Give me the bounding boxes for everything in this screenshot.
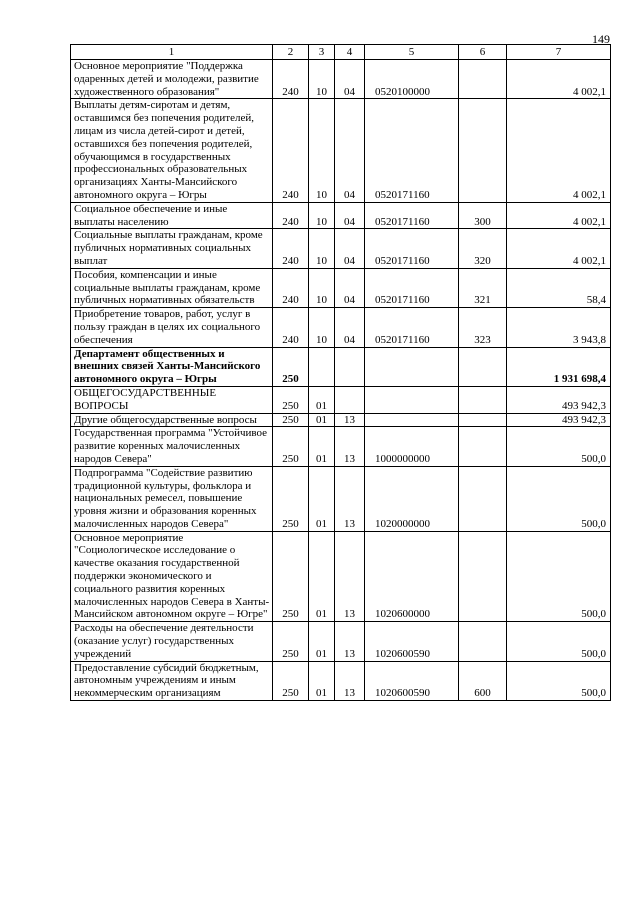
- col-5-cell: 0520100000: [365, 60, 459, 99]
- budget-table: [70, 44, 611, 701]
- table-row: [71, 347, 611, 386]
- row-name: Департамент общественных и внешних связей Ханты-Мансийского автономного округа – Югры: [71, 347, 273, 386]
- col-2-cell: 240: [273, 202, 309, 229]
- col-2-cell: 250: [273, 413, 309, 427]
- col-3-cell: 01: [309, 661, 335, 700]
- col-5-cell: 0520171160: [365, 202, 459, 229]
- col-5-cell: 1020600000: [365, 531, 459, 622]
- col-2-cell: 250: [273, 531, 309, 622]
- header-cell: 1: [71, 45, 273, 60]
- col-5-cell: [365, 413, 459, 427]
- col-5-cell: [365, 386, 459, 413]
- row-name: Социальные выплаты гражданам, кроме публичных нормативных социальных выплат: [71, 229, 273, 268]
- col-2-cell: 250: [273, 622, 309, 661]
- table-row: [71, 268, 611, 307]
- col-4-cell: [335, 386, 365, 413]
- col-7-cell: 493 942,3: [507, 386, 611, 413]
- col-6-cell: [459, 60, 507, 99]
- col-6-cell: [459, 386, 507, 413]
- col-2-cell: 240: [273, 60, 309, 99]
- col-6-cell: 300: [459, 202, 507, 229]
- col-3-cell: 10: [309, 202, 335, 229]
- col-7-cell: 3 943,8: [507, 308, 611, 347]
- col-7-cell: 500,0: [507, 661, 611, 700]
- col-6-cell: [459, 413, 507, 427]
- col-2-cell: 250: [273, 427, 309, 466]
- row-name: Другие общегосударственные вопросы: [71, 413, 273, 427]
- col-4-cell: 13: [335, 531, 365, 622]
- table-row: [71, 99, 611, 202]
- col-7-cell: 4 002,1: [507, 229, 611, 268]
- col-5-cell: 0520171160: [365, 308, 459, 347]
- col-5-cell: 1020000000: [365, 466, 459, 531]
- col-4-cell: 04: [335, 308, 365, 347]
- table-header-row: [71, 45, 611, 60]
- col-5-cell: 1000000000: [365, 427, 459, 466]
- col-6-cell: [459, 347, 507, 386]
- col-7-cell: 4 002,1: [507, 99, 611, 202]
- col-5-cell: 1020600590: [365, 661, 459, 700]
- col-4-cell: 04: [335, 99, 365, 202]
- header-cell: 7: [507, 45, 611, 60]
- col-7-cell: 493 942,3: [507, 413, 611, 427]
- col-7-cell: 500,0: [507, 427, 611, 466]
- col-7-cell: 1 931 698,4: [507, 347, 611, 386]
- col-2-cell: 250: [273, 386, 309, 413]
- table-row: [71, 661, 611, 700]
- col-2-cell: 240: [273, 229, 309, 268]
- row-name: Социальное обеспечение и иные выплаты населению: [71, 202, 273, 229]
- row-name: ОБЩЕГОСУДАРСТВЕННЫЕ ВОПРОСЫ: [71, 386, 273, 413]
- page-number: 149: [592, 32, 610, 46]
- col-4-cell: 04: [335, 60, 365, 99]
- row-name: Подпрограмма "Содействие развитию традиционной культуры, фольклора и национальных ремесел, повышение уровня жизни и образования коренных малочисленных народов Севера": [71, 466, 273, 531]
- header-cell: 3: [309, 45, 335, 60]
- col-6-cell: [459, 622, 507, 661]
- col-7-cell: 500,0: [507, 466, 611, 531]
- table-row: [71, 202, 611, 229]
- header-cell: 4: [335, 45, 365, 60]
- col-4-cell: 13: [335, 427, 365, 466]
- col-6-cell: [459, 466, 507, 531]
- table-row: [71, 413, 611, 427]
- col-2-cell: 240: [273, 308, 309, 347]
- col-7-cell: 500,0: [507, 531, 611, 622]
- table-row: [71, 466, 611, 531]
- col-7-cell: 4 002,1: [507, 60, 611, 99]
- table-row: [71, 308, 611, 347]
- col-3-cell: 01: [309, 622, 335, 661]
- row-name: Пособия, компенсации и иные социальные выплаты гражданам, кроме публичных нормативных обязательств: [71, 268, 273, 307]
- col-3-cell: 01: [309, 531, 335, 622]
- col-6-cell: 321: [459, 268, 507, 307]
- table-row: [71, 622, 611, 661]
- col-3-cell: 01: [309, 427, 335, 466]
- row-name: Государственная программа "Устойчивое развитие коренных малочисленных народов Севера": [71, 427, 273, 466]
- col-4-cell: [335, 347, 365, 386]
- col-4-cell: 04: [335, 268, 365, 307]
- col-6-cell: 323: [459, 308, 507, 347]
- col-6-cell: 320: [459, 229, 507, 268]
- col-3-cell: 10: [309, 268, 335, 307]
- col-5-cell: 1020600590: [365, 622, 459, 661]
- col-3-cell: 10: [309, 308, 335, 347]
- table-row: [71, 427, 611, 466]
- col-3-cell: 01: [309, 386, 335, 413]
- row-name: Приобретение товаров, работ, услуг в пользу граждан в целях их социального обеспечения: [71, 308, 273, 347]
- col-6-cell: 600: [459, 661, 507, 700]
- row-name: Выплаты детям-сиротам и детям, оставшимся без попечения родителей, лицам из числа детей-сирот и детей, оставшихся без попечения родителей, обучающимся в государственных профессиональных образовательных организациях Ханты-Мансийского автономного округа – Югры: [71, 99, 273, 202]
- col-3-cell: 01: [309, 413, 335, 427]
- header-cell: 5: [365, 45, 459, 60]
- col-4-cell: 13: [335, 466, 365, 531]
- col-6-cell: [459, 427, 507, 466]
- row-name: Предоставление субсидий бюджетным, автономным учреждениям и иным некоммерческим организациям: [71, 661, 273, 700]
- table-row: [71, 386, 611, 413]
- table-row: [71, 531, 611, 622]
- table-row: [71, 60, 611, 99]
- col-2-cell: 250: [273, 347, 309, 386]
- row-name: Основное мероприятие "Поддержка одаренных детей и молодежи, развитие художественного образования": [71, 60, 273, 99]
- col-3-cell: [309, 347, 335, 386]
- col-5-cell: 0520171160: [365, 229, 459, 268]
- col-4-cell: 13: [335, 413, 365, 427]
- col-3-cell: 10: [309, 99, 335, 202]
- col-4-cell: 04: [335, 202, 365, 229]
- col-5-cell: 0520171160: [365, 268, 459, 307]
- col-2-cell: 240: [273, 99, 309, 202]
- col-4-cell: 13: [335, 622, 365, 661]
- col-2-cell: 250: [273, 466, 309, 531]
- row-name: Расходы на обеспечение деятельности (оказание услуг) государственных учреждений: [71, 622, 273, 661]
- col-5-cell: 0520171160: [365, 99, 459, 202]
- row-name: Основное мероприятие "Социологическое исследование о качестве оказания государственной поддержки экономического и социального развития коренных малочисленных народов Севера в Ханты-Мансийском автономном округе – Югре": [71, 531, 273, 622]
- header-cell: 6: [459, 45, 507, 60]
- col-2-cell: 250: [273, 661, 309, 700]
- col-6-cell: [459, 99, 507, 202]
- col-3-cell: 01: [309, 466, 335, 531]
- col-3-cell: 10: [309, 229, 335, 268]
- col-7-cell: 58,4: [507, 268, 611, 307]
- col-4-cell: 13: [335, 661, 365, 700]
- col-4-cell: 04: [335, 229, 365, 268]
- col-6-cell: [459, 531, 507, 622]
- table-row: [71, 229, 611, 268]
- col-2-cell: 240: [273, 268, 309, 307]
- header-cell: 2: [273, 45, 309, 60]
- col-7-cell: 500,0: [507, 622, 611, 661]
- col-3-cell: 10: [309, 60, 335, 99]
- col-7-cell: 4 002,1: [507, 202, 611, 229]
- col-5-cell: [365, 347, 459, 386]
